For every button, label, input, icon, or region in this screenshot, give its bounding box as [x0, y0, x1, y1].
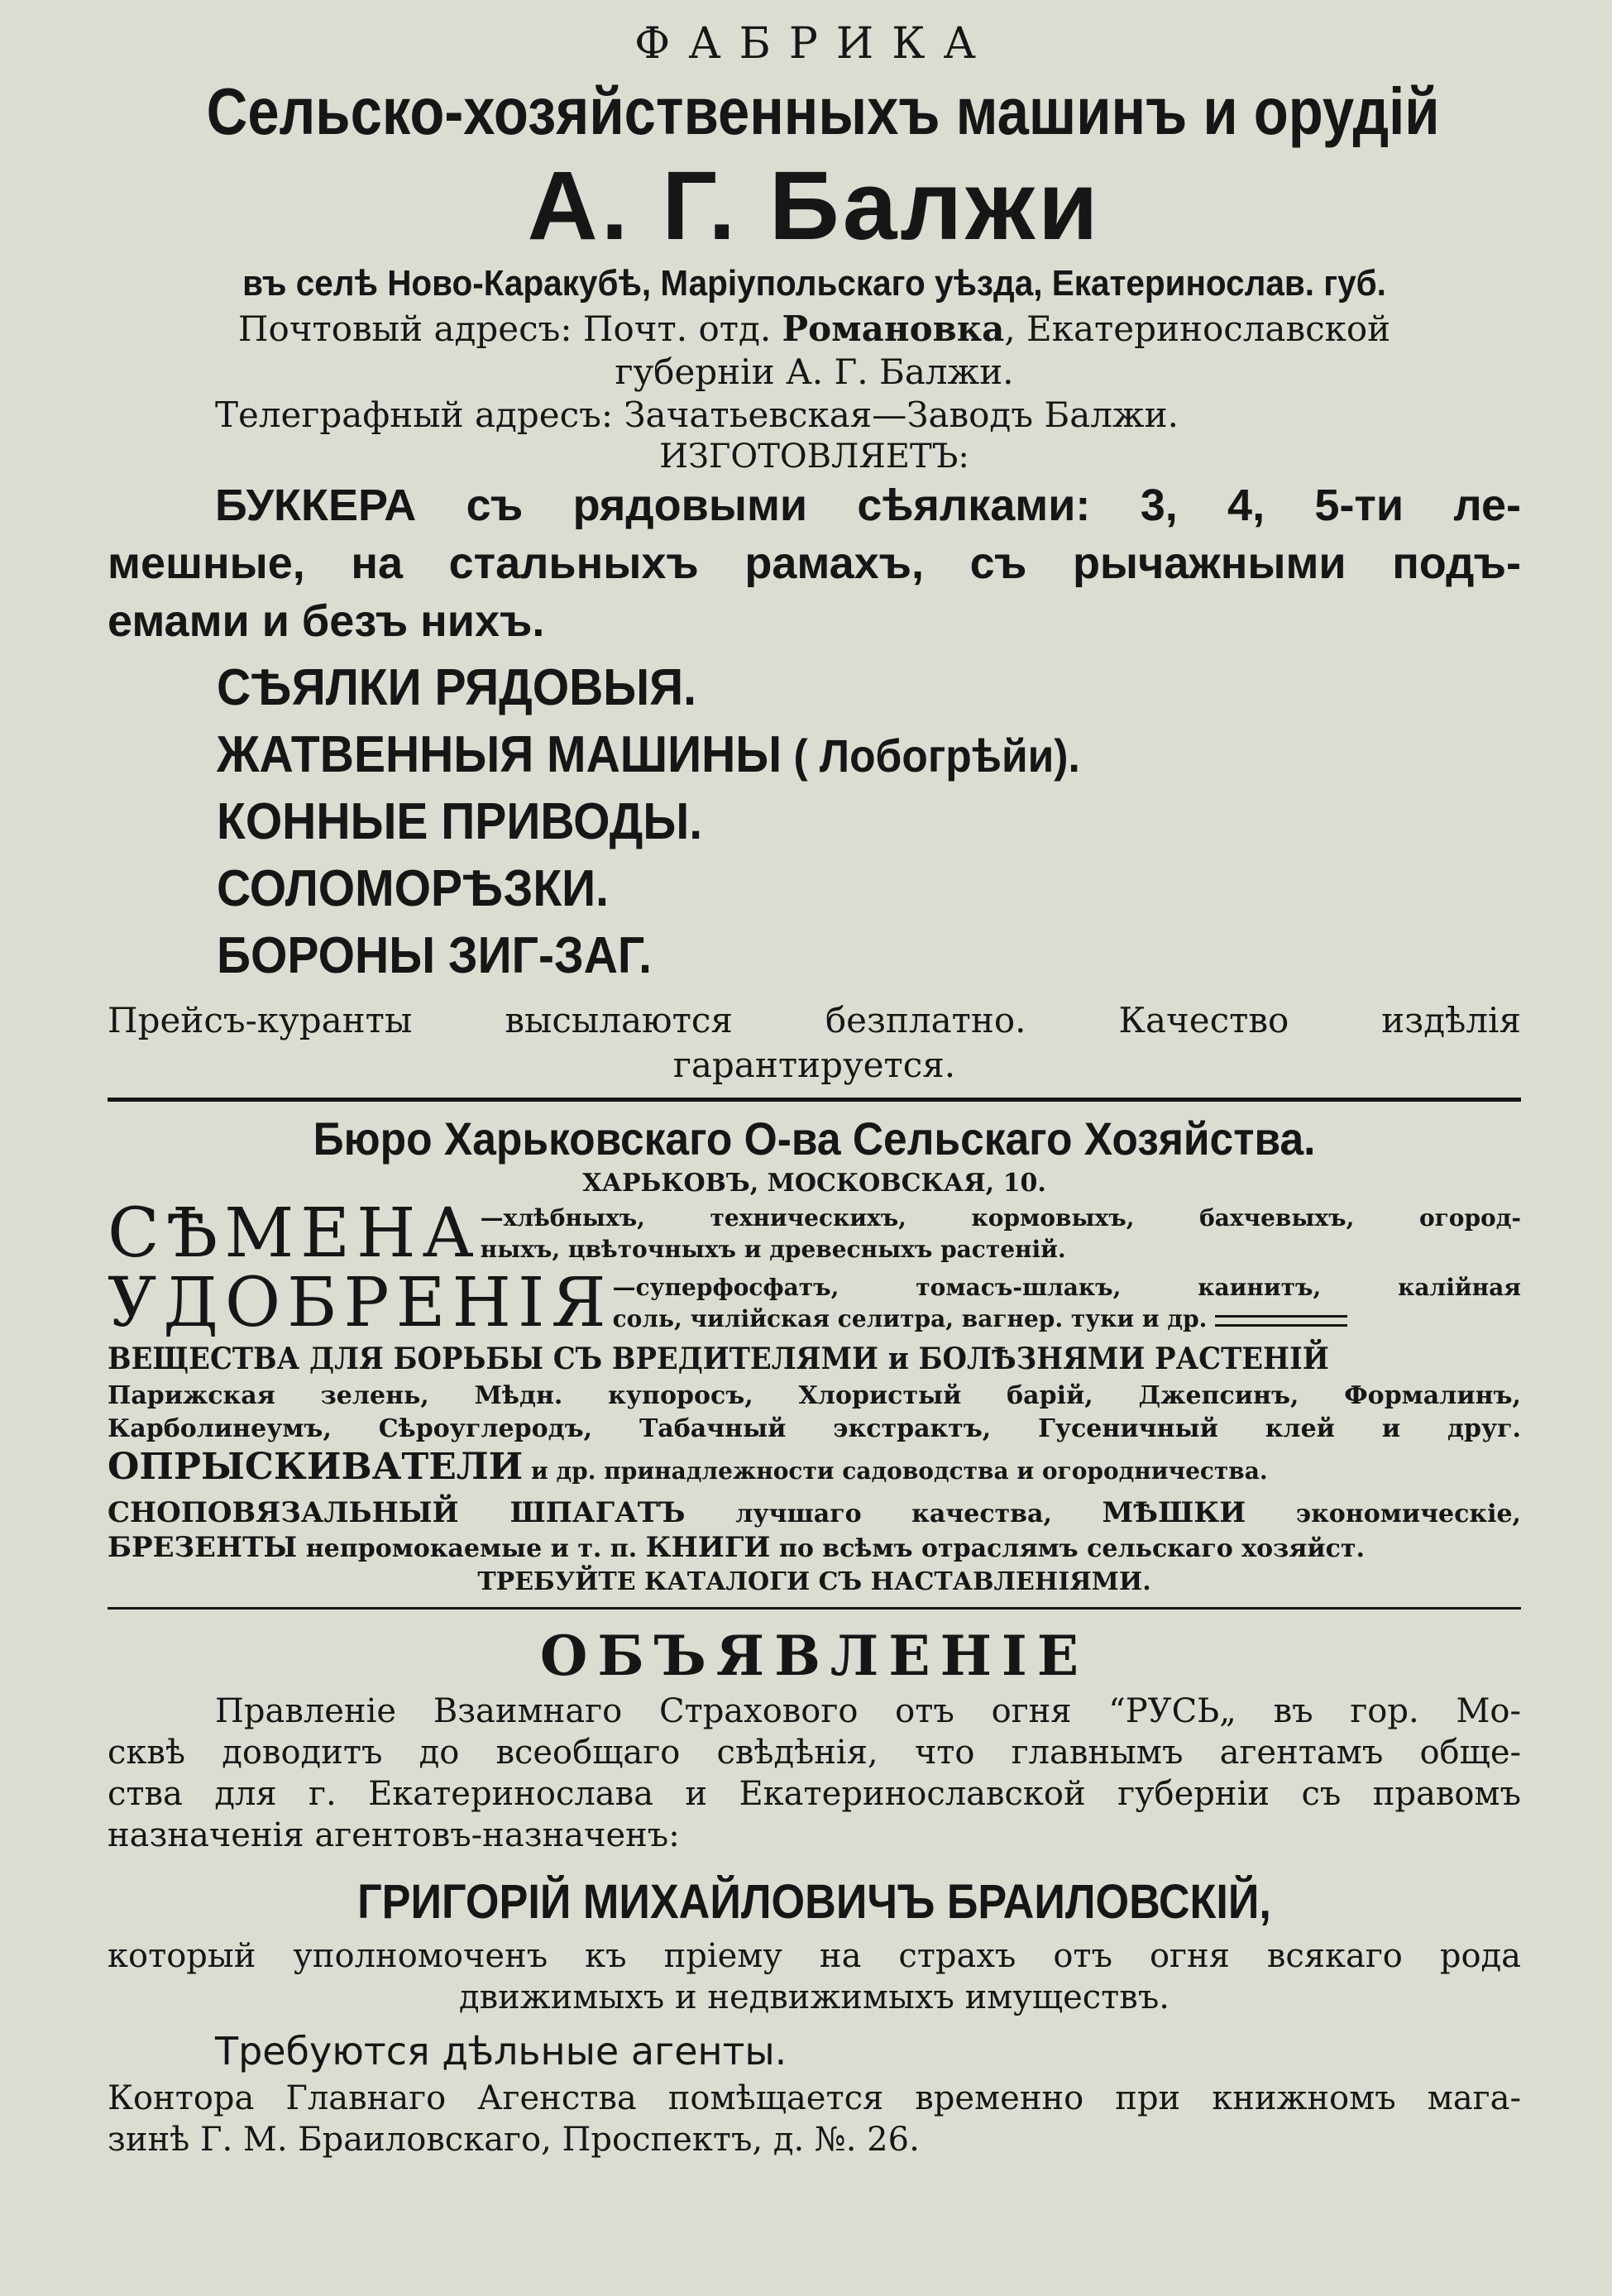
bukkera-description: [108, 476, 1521, 650]
product-item: КОННЫЕ ПРИВОДЫ.: [217, 793, 703, 850]
fertilizer-row: [108, 1264, 1521, 1342]
pest-line-1: Парижская зелень, Мѣдн. купоросъ, Хлористый барій, Джепсинъ, Формалинъ,: [108, 1381, 1521, 1410]
catalog-request: ТРЕБУЙТЕ КАТАЛОГИ СЪ НАСТАВЛЕНІЯМИ.: [477, 1567, 1151, 1596]
notice-paragraph-1: Правленіе Взаимнаго Страхового отъ огня “РУСЬ„ въ гор. Мо- сквѣ доводитъ до всеобщаго свѣдѣнія, что главнымъ агентамъ обще- ства для г. Екатеринослава и Екатеринославской губерніи съ правомъ назначенія агентовъ-назначенъ:: [108, 1692, 1521, 1854]
post-town: Романовка: [782, 309, 1005, 349]
agent-name: ГРИГОРІЙ МИХАЙЛОВИЧЪ БРАИЛОВСКІЙ,: [357, 1875, 1271, 1929]
factory-post-address-2: губерніи А. Г. Балжи.: [615, 352, 1014, 392]
seeds-description: —хлѣбныхъ, техническихъ, кормовыхъ, бахчевыхъ, огород- ныхъ, цвѣточныхъ и древесныхъ растеній.: [480, 1204, 1521, 1263]
product-item: ЖАТВЕННЫЯ МАШИНЫ ( Лобогрѣйи).: [217, 726, 1080, 783]
notice-title: ОБЪЯВЛЕНІЕ: [539, 1624, 1089, 1688]
post-label: Почтовый адресъ: Почт. отд.: [237, 309, 782, 349]
bukkera-line-2: мешные, на стальныхъ рамахъ, съ рычажными подъ-: [108, 538, 1521, 588]
fertilizer-heading: УДОБРЕНІЯ: [108, 1264, 613, 1342]
bureau-ad: [108, 1110, 1521, 1599]
product-list: [108, 655, 1521, 990]
notice-paragraph-2: который уполномоченъ къ пріему на страхъ отъ огня всякаго рода движимыхъ и недвижимыхъ имуществъ.: [108, 1937, 1521, 2016]
seeds-heading: СѢМЕНА: [108, 1194, 481, 1273]
bureau-address: ХАРЬКОВЪ, МОСКОВСКАЯ, 10.: [582, 1169, 1046, 1198]
bukkera-line-3: емами и безъ нихъ.: [108, 596, 545, 646]
fertilizer-description: —суперфосфатъ, томасъ-шлакъ, каинитъ, калійная соль, чилійская селитра, вагнер. туки и др.: [612, 1274, 1521, 1332]
seeds-row: [108, 1194, 1521, 1273]
factory-ad: [108, 17, 1521, 1088]
factory-location: въ селѣ Ново-Каракубѣ, Маріупольскаго уѣзда, Екатеринослав. губ.: [242, 263, 1386, 304]
factory-post-address: [108, 308, 1521, 351]
tarps-line: БРЕЗЕНТЫ непромокаемые и т. п. КНИГИ по всѣмъ отраслямъ сельскаго хозяйст.: [108, 1531, 1365, 1564]
bureau-title: Бюро Харьковскаго О-ва Сельскаго Хозяйства.: [313, 1112, 1316, 1165]
insurance-notice: [108, 1621, 1521, 2160]
factory-makes: ИЗГОТОВЛЯЕТЪ:: [659, 438, 969, 476]
pest-line-2: Карболинеумъ, Сѣроуглеродъ, Табачный экстрактъ, Гусеничный клей и друг.: [108, 1414, 1521, 1443]
bukkera-line-1: БУККЕРА съ рядовыми сѣялками: 3, 4, 5-ти ле-: [215, 481, 1521, 530]
price-list-note-2: гарантируется.: [672, 1045, 956, 1085]
product-item: СОЛОМОРѢЗКИ.: [217, 860, 610, 917]
factory-telegraph: Телеграфный адресъ: Зачатьевская—Заводъ Балжи.: [215, 395, 1179, 435]
price-list-note: Прейсъ-куранты высылаются безплатно. Качество издѣлія: [108, 1000, 1521, 1040]
agents-wanted: Требуются дѣльные агенты.: [215, 2029, 787, 2074]
section-divider: [108, 1098, 1521, 1102]
sprayers-line: ОПРЫСКИВАТЕЛИ и др. принадлежности садоводства и огородничества.: [108, 1446, 1268, 1488]
double-rule-ornament: [1215, 1315, 1347, 1327]
post-rest: , Екатеринославской: [1004, 309, 1391, 349]
product-item: СѢЯЛКИ РЯДОВЫЯ.: [217, 659, 696, 716]
pest-heading: ВЕЩЕСТВА ДЛЯ БОРЬБЫ СЪ ВРЕДИТЕЛЯМИ и БОЛѢЗНЯМИ РАСТЕНІЙ: [108, 1342, 1329, 1376]
factory-kicker: ФАБРИКА: [634, 19, 994, 69]
product-item: БОРОНЫ ЗИГ-ЗАГ.: [217, 927, 652, 984]
section-divider: [108, 1607, 1521, 1610]
factory-title: Сельско-хозяйственныхъ машинъ и орудій: [206, 74, 1440, 148]
office-address: Контора Главнаго Агенства помѣщается временно при книжномъ мага- зинѣ Г. М. Браиловскаго, Проспектъ, д. №. 26.: [108, 2079, 1521, 2159]
factory-owner: А. Г. Балжи: [527, 151, 1102, 261]
twine-line: СНОПОВЯЗАЛЬНЫЙ ШПАГАТЪ лучшаго качества, МѢШКИ экономическіе,: [108, 1496, 1521, 1529]
